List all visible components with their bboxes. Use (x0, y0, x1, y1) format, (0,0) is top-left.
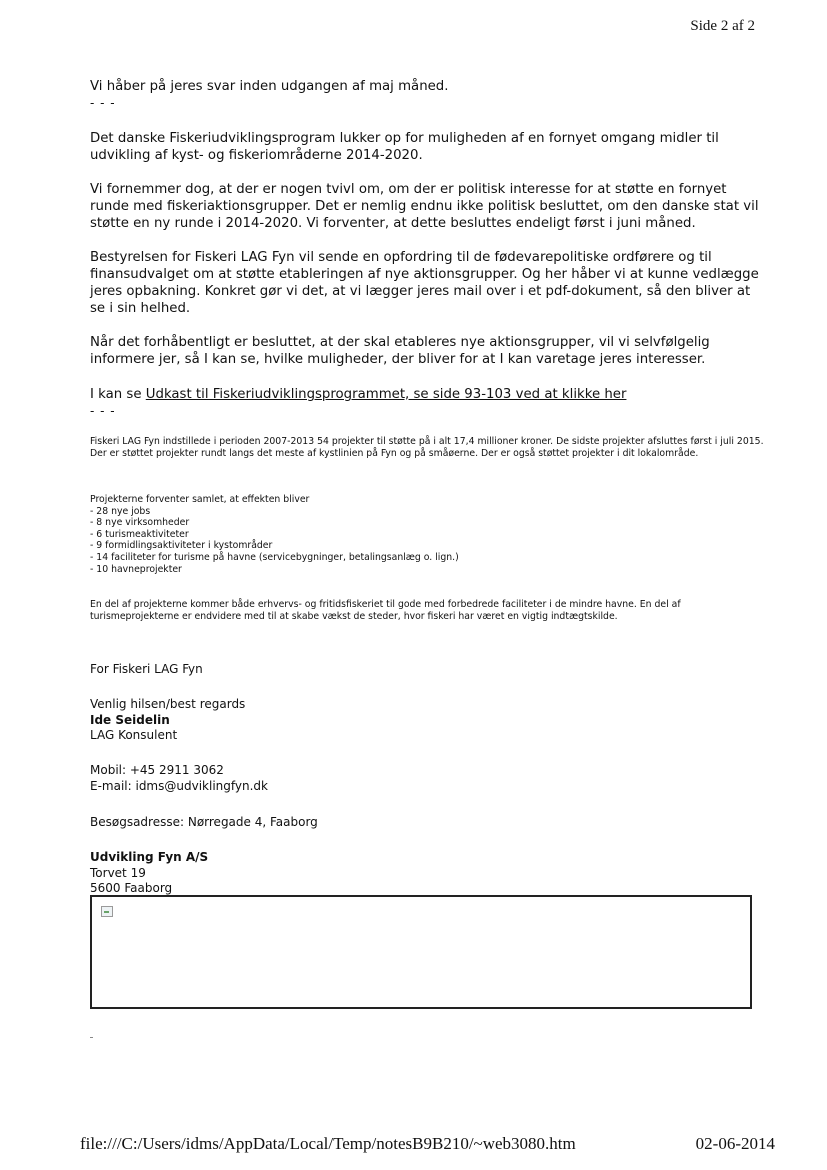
project-closing: En del af projekterne kommer både erhvervs- og fritidsfiskeriet til gode med forbedrede faciliteter i de mindre havne. En del af turismeprojekterne er endvidere med til at skabe vækst de steder, hvor fiskeri har været en vigtig indtægtskilde. (90, 599, 681, 622)
list-item: - 14 faciliteter for turisme på havne (servicebygninger, betalingsanlæg o. lign.) (90, 551, 459, 563)
email: E-mail: idms@udviklingfyn.dk (90, 778, 268, 793)
company-block (90, 850, 208, 897)
scan-mark (90, 1037, 93, 1038)
broken-image-icon (101, 906, 113, 917)
effects-intro: Projekterne forventer samlet, at effekten bliver (90, 494, 310, 505)
visit-address: Besøgsadresse: Nørregade 4, Faaborg (90, 815, 318, 829)
effects-list (90, 506, 770, 576)
paragraph-inform: Når det forhåbentligt er besluttet, at der skal etableres nye aktionsgrupper, vil vi selvfølgelig informere jer, så I kan se, hvilke muligheder, der bliver for at I kan varetage jeres interesser. (90, 335, 710, 367)
signature-for: For Fiskeri LAG Fyn (90, 662, 203, 676)
project-summary: Fiskeri LAG Fyn indstillede i perioden 2007-2013 54 projekter til støtte på i alt 17,4 millioner kroner. De sidste projekter afsluttes først i juli 2015. Der er støttet projekter rundt langs det meste af kystlinien på Fyn og på småøerne. Der er også støttet projekter i dit lokalområde. (90, 436, 764, 459)
paragraph-program: Det danske Fiskeriudviklingsprogram lukker op for muligheden af en fornyet omgang midler til udvikling af kyst- og fiskeriområderne 2014-2020. (90, 131, 719, 163)
contact-block (90, 763, 268, 794)
program-draft-link[interactable]: Udkast til Fiskeriudviklingsprogrammet, se side 93-103 ved at klikke her (145, 387, 627, 402)
mobile: Mobil: +45 2911 3062 (90, 763, 224, 777)
company-name: Udvikling Fyn A/S (90, 850, 209, 864)
print-date: 02-06-2014 (695, 1134, 775, 1153)
list-item: - 28 nye jobs (90, 505, 151, 517)
signature-block (90, 697, 245, 744)
paragraph-board: Bestyrelsen for Fiskeri LAG Fyn vil sende en opfordring til de fødevarepolitiske ordførere og til finansudvalget om at støtte etableringen af nye aktionsgrupper. Og her håber vi at kunne vedlægge jeres opbakning. Konkret gør vi det, at vi lægger jeres mail over i et pdf-dokument, så den bliver at se i sin helhed. (90, 250, 759, 316)
list-item: - 8 nye virksomheder (90, 517, 190, 529)
embedded-image-frame (90, 895, 752, 1009)
paragraph-political-doubt: Vi fornemmer dog, at der er nogen tvivl om, om der er politisk interesse for at støtte en fornyet runde med fiskeriaktionsgrupper. Det er nemlig endnu ikke politisk besluttet, om den danske stat vil støtte en ny runde i 2014-2020. Vi forventer, at dette besluttes endeligt først i juni måned. (90, 182, 759, 231)
street: Torvet 19 (90, 865, 146, 880)
link-line (90, 386, 760, 403)
sender-name: Ide Seidelin (90, 712, 170, 727)
list-item: - 6 turismeaktiviteter (90, 528, 189, 540)
greeting: Venlig hilsen/best regards (90, 697, 246, 711)
sender-title: LAG Konsulent (90, 728, 178, 742)
page-number: Side 2 af 2 (690, 18, 755, 34)
list-item: - 10 havneprojekter (90, 563, 182, 575)
intro-line: Vi håber på jeres svar inden udgangen af maj måned. (90, 79, 449, 94)
effects-block (90, 494, 770, 575)
list-item: - 9 formidlingsaktiviteter i kystområder (90, 540, 273, 552)
separator: - - - (90, 96, 116, 110)
city: 5600 Faaborg (90, 881, 173, 895)
file-path: file:///C:/Users/idms/AppData/Local/Temp/notesB9B210/~web3080.htm (80, 1134, 576, 1153)
separator: - - - (90, 404, 116, 418)
link-prefix: I kan se (90, 387, 146, 402)
